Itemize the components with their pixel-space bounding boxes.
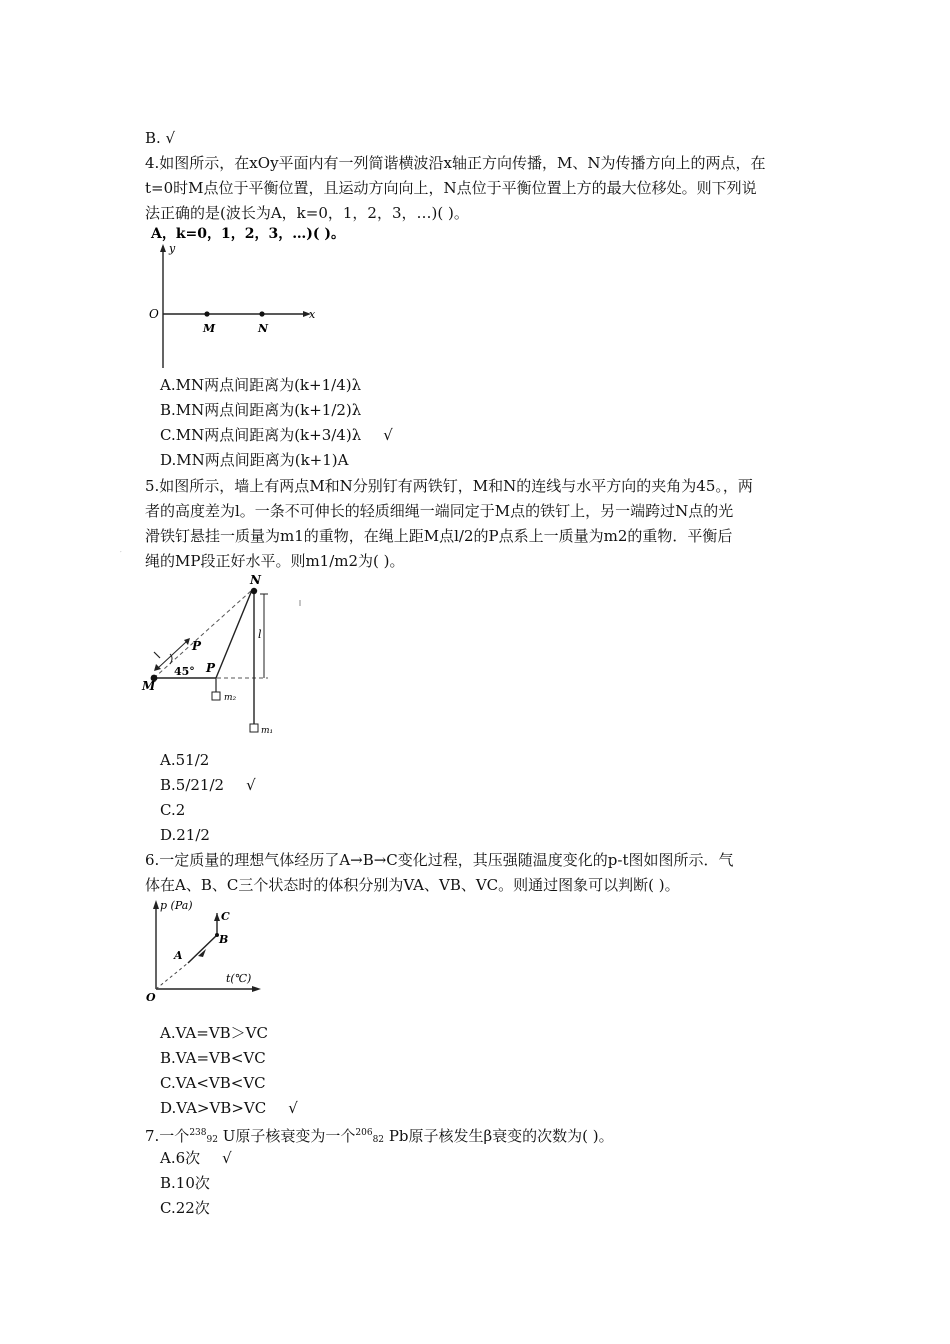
q4-option-c-mark: √	[383, 426, 393, 444]
q6-stem-line-2: 体在A、B、C三个状态时的体积分别为VA、VB、VC。则通过图象可以判断( )。	[145, 876, 680, 894]
q5-option-b-mark: √	[246, 776, 256, 794]
q5-option-b[interactable]	[160, 776, 256, 794]
q5-angle-label: 45°	[174, 665, 195, 678]
q6-option-b-text: B.VA=VB<VC	[160, 1049, 266, 1067]
q5-option-c-text: C.2	[160, 801, 186, 819]
q4-option-d-text: D.MN两点间距离为(k+1)A	[160, 451, 349, 469]
q5-option-d[interactable]	[160, 826, 232, 844]
q6-option-c-text: C.VA<VB<VC	[160, 1074, 266, 1092]
q6-b-label: B	[219, 933, 229, 946]
q5-option-c[interactable]	[160, 801, 207, 819]
q4-n-label: N	[258, 322, 269, 335]
q4-figure-caption: A，k=0，1，2，3，…)( )。	[151, 226, 346, 242]
q4-point-n	[259, 311, 264, 316]
q6-option-a-text: A.VA=VB＞VC	[160, 1024, 268, 1042]
q5-stem-line-1: 5.如图所示，墙上有两点M和N分别钉有两铁钉，M和N的连线与水平方向的夹角为45。，两	[145, 477, 753, 495]
q5-stem-line-3: 滑铁钉悬挂一质量为m1的重物，在绳上距M点l/2的P点系上一质量为m2的重物．平衡后	[145, 527, 733, 545]
q5-stem-line-4: 绳的MP段正好水平。则m1/m2为( )。	[145, 552, 405, 570]
q5-nail-n	[251, 588, 257, 594]
q7-pb-atomic-number: 82	[372, 1135, 385, 1145]
q5-weight-m1	[250, 724, 258, 732]
q7-option-a-text: A.6次	[160, 1149, 201, 1167]
q5-option-d-text: D.21/2	[160, 826, 210, 844]
q7-suffix: Pb原子核发生β衰变的次数为( )。	[388, 1127, 614, 1145]
q5-m-label: M	[142, 679, 156, 693]
q4-point-m	[204, 311, 209, 316]
previous-answer: B. √	[145, 129, 176, 147]
q4-origin-label: O	[149, 307, 159, 321]
q6-option-a[interactable]	[160, 1024, 290, 1042]
q6-p-axis-label: p (Pa)	[160, 899, 193, 912]
q6-t-axis-label: t(℃)	[226, 972, 252, 985]
q4-stem-line-2: t=0时M点位于平衡位置，且运动方向向上，N点位于平衡位置上方的最大位移处。则下列说	[145, 179, 757, 197]
q6-option-d-mark: √	[288, 1099, 298, 1117]
q7-option-b[interactable]	[160, 1174, 232, 1192]
q7-prefix: 7.一个	[145, 1127, 190, 1145]
q7-option-a-mark: √	[222, 1149, 232, 1167]
q5-weight-m2	[212, 692, 220, 700]
q6-option-b[interactable]	[160, 1049, 288, 1067]
q4-m-label: M	[203, 322, 216, 335]
q4-option-b[interactable]	[160, 401, 383, 419]
q5-half-label: l/2	[120, 552, 122, 553]
q6-pt-figure	[140, 893, 280, 1008]
q6-option-c[interactable]	[160, 1074, 288, 1092]
q4-option-d[interactable]	[160, 451, 370, 469]
q7-u-text: U原子核衰变为一个	[222, 1127, 356, 1145]
q5-option-a-text: A.51/2	[160, 751, 210, 769]
q7-u-mass-number: 238	[189, 1128, 207, 1138]
q7-option-c[interactable]	[160, 1199, 232, 1217]
q4-option-a[interactable]	[160, 376, 383, 394]
q6-c-label: C	[221, 910, 230, 923]
q5-option-a[interactable]	[160, 751, 231, 769]
q4-x-label: x	[309, 308, 316, 321]
q4-wave-figure	[145, 224, 346, 372]
q7-u-atomic-number: 92	[206, 1135, 218, 1145]
q4-option-c-text: C.MN两点间距离为(k+3/4)λ	[160, 426, 362, 444]
q6-a-label: A	[174, 949, 183, 962]
q7-option-c-text: C.22次	[160, 1199, 210, 1217]
q4-stem-line-1: 4.如图所示，在xOy平面内有一列简谐横波沿x轴正方向传播，M、N为传播方向上的两点，在	[145, 154, 766, 172]
q7-pb-mass-number: 206	[355, 1128, 373, 1138]
q4-option-b-text: B.MN两点间距离为(k+1/2)λ	[160, 401, 362, 419]
q5-option-b-text: B.5/21/2	[160, 776, 225, 794]
q6-origin-label: O	[146, 991, 156, 1004]
q7-option-a[interactable]	[160, 1149, 232, 1167]
q6-option-d[interactable]	[160, 1099, 298, 1117]
q5-m1-label: m₁	[261, 726, 274, 736]
q5-l-label: l	[258, 628, 262, 641]
q4-option-a-text: A.MN两点间距离为(k+1/4)λ	[160, 376, 362, 394]
q4-stem-line-3: 法正确的是(波长为A，k=0，1，2，3，…)( )。	[145, 204, 469, 222]
q5-stem-line-2: 者的高度差为l。一条不可伸长的轻质细绳一端同定于M点的铁钉上，另一端跨过N点的光	[145, 502, 734, 520]
q5-n-label: N	[250, 573, 261, 587]
q6-option-d-text: D.VA>VB>VC	[160, 1099, 267, 1117]
q6-stem-line-1: 6.一定质量的理想气体经历了A→B→C变化过程，其压强随温度变化的p-t图如图所示．气	[145, 851, 734, 869]
q5-p-label: P	[206, 661, 216, 675]
q4-option-c[interactable]	[160, 426, 393, 444]
q4-y-label: y	[169, 242, 176, 255]
q5-m2-label: m₂	[224, 693, 237, 703]
q7-option-b-text: B.10次	[160, 1174, 210, 1192]
q7-stem	[145, 1124, 614, 1149]
q5-p-arrow-label: P	[192, 639, 202, 653]
